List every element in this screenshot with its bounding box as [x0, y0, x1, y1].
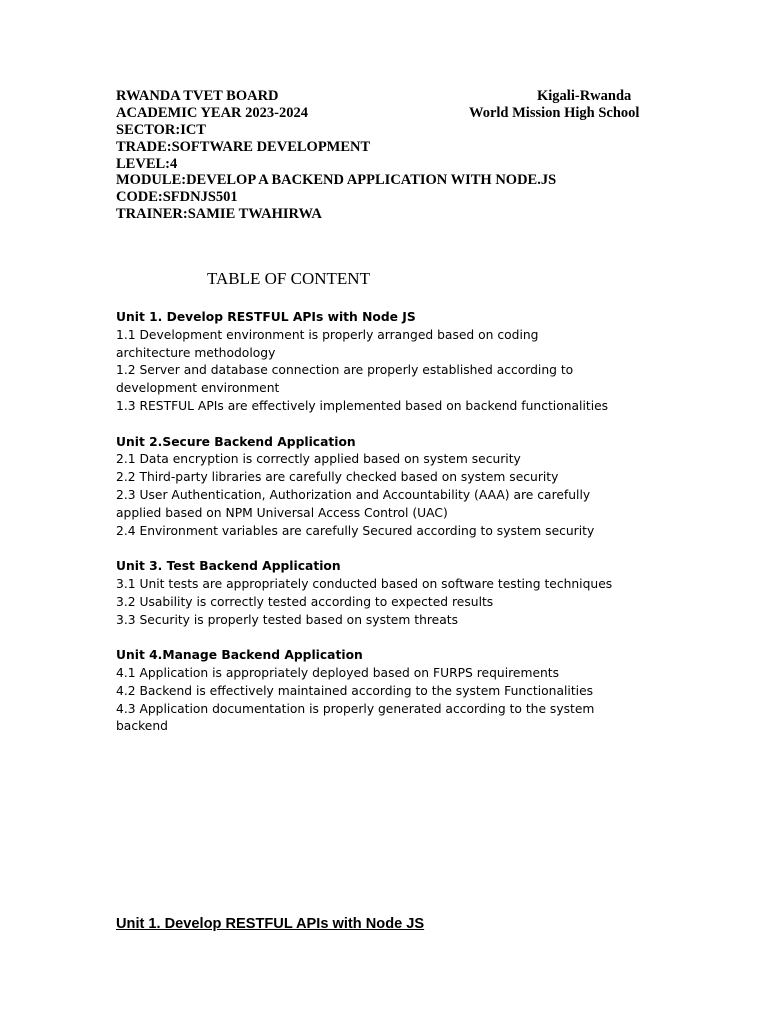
toc-unit-2	[116, 434, 616, 541]
list-item: 4.2 Backend is effectively maintained according to the system Functionalities	[116, 683, 594, 698]
list-item: 2.1 Data encryption is correctly applied based on system security	[116, 452, 521, 467]
list-item: 4.1 Application is appropriately deployed based on FURPS requirements	[116, 665, 560, 680]
level: LEVEL:4	[116, 155, 178, 172]
sector: SECTOR:ICT	[116, 121, 206, 138]
section-heading: Unit 1. Develop RESTFUL APIs with Node JS	[116, 916, 425, 932]
school-name: World Mission High School	[469, 104, 640, 121]
academic-year: ACADEMIC YEAR 2023-2024	[116, 104, 308, 121]
location: Kigali-Rwanda	[537, 88, 632, 104]
header-row-1	[116, 88, 676, 105]
list-item: 3.2 Usability is correctly tested according to expected results	[116, 594, 494, 609]
header-row-2	[116, 105, 676, 122]
toc-unit-3	[116, 558, 616, 629]
module: MODULE:DEVELOP A BACKEND APPLICATION WITH NODE.JS	[116, 172, 557, 189]
list-item: 4.3 Application documentation is properly generated according to the system backend	[116, 701, 595, 734]
list-item: 2.4 Environment variables are carefully Secured according to system security	[116, 523, 595, 538]
board-name: RWANDA TVET BOARD	[116, 88, 279, 104]
table-of-contents	[116, 309, 616, 754]
trade: TRADE:SOFTWARE DEVELOPMENT	[116, 138, 371, 155]
unit-title: Unit 1. Develop RESTFUL APIs with Node JS	[116, 310, 416, 324]
trainer: TRAINER:SAMIE TWAHIRWA	[116, 206, 322, 223]
document-header	[116, 88, 676, 223]
unit-title: Unit 3. Test Backend Application	[116, 559, 341, 574]
list-item: 3.1 Unit tests are appropriately conducted based on software testing techniques	[116, 576, 613, 591]
toc-unit-4	[116, 647, 616, 736]
list-item: 2.2 Third-party libraries are carefully checked based on system security	[116, 470, 559, 485]
list-item: 1.1 Development environment is properly arranged based on coding architecture methodology	[116, 327, 539, 360]
unit-title: Unit 2.Secure Backend Application	[116, 434, 356, 449]
list-item: 1.2 Server and database connection are properly established according to development environment	[116, 363, 574, 396]
toc-title: TABLE OF CONTENT	[207, 269, 370, 288]
toc-unit-1	[116, 309, 616, 416]
unit-title: Unit 4.Manage Backend Application	[116, 648, 363, 663]
list-item: 2.3 User Authentication, Authorization and Accountability (AAA) are carefully applied based on NPM Universal Access Control (UAC)	[116, 487, 591, 520]
list-item: 3.3 Security is properly tested based on system threats	[116, 612, 458, 627]
list-item: 1.3 RESTFUL APIs are effectively implemented based on backend functionalities	[116, 398, 609, 413]
code: CODE:SFDNJS501	[116, 189, 238, 206]
